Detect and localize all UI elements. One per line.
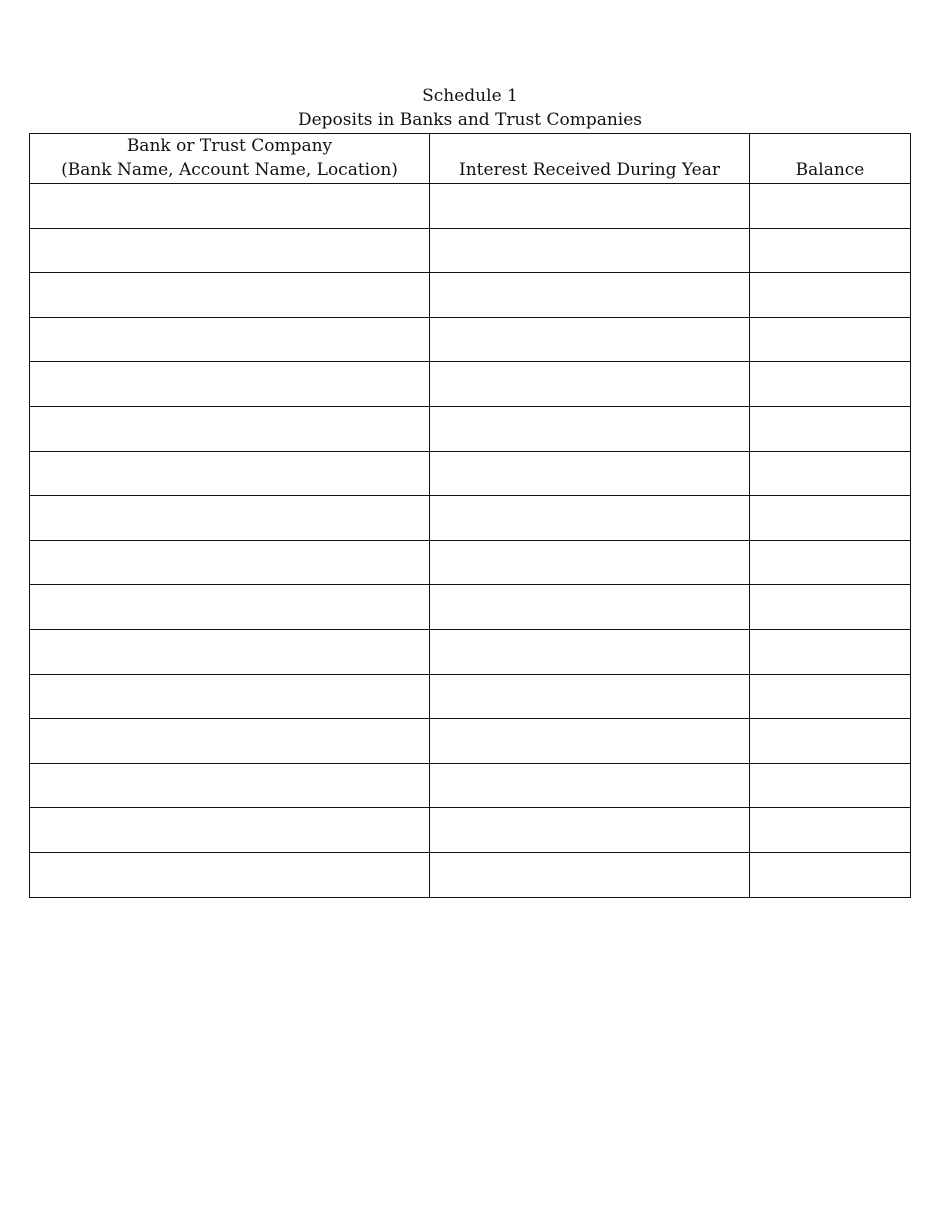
cell-balance[interactable]: [750, 317, 911, 362]
table-row: [30, 317, 911, 362]
table-row: [30, 629, 911, 674]
table-row: [30, 451, 911, 496]
column-header-interest: Interest Received During Year: [430, 134, 750, 184]
column-header-bank-line2: (Bank Name, Account Name, Location): [61, 160, 398, 180]
cell-bank[interactable]: [30, 674, 430, 719]
cell-interest[interactable]: [430, 496, 750, 541]
table-header-row: [30, 134, 911, 184]
cell-interest[interactable]: [430, 228, 750, 273]
cell-balance[interactable]: [750, 585, 911, 630]
cell-interest[interactable]: [430, 451, 750, 496]
cell-bank[interactable]: [30, 406, 430, 451]
page-title: Deposits in Banks and Trust Companies: [297, 110, 643, 130]
cell-bank[interactable]: [30, 585, 430, 630]
cell-balance[interactable]: [750, 719, 911, 764]
cell-balance[interactable]: [750, 451, 911, 496]
cell-balance[interactable]: [750, 406, 911, 451]
cell-interest[interactable]: [430, 674, 750, 719]
cell-balance[interactable]: [750, 496, 911, 541]
cell-balance[interactable]: [750, 540, 911, 585]
schedule-header: [0, 84, 940, 132]
cell-balance[interactable]: [750, 852, 911, 897]
cell-balance[interactable]: [750, 184, 911, 229]
cell-balance[interactable]: [750, 362, 911, 407]
table-row: [30, 808, 911, 853]
cell-bank[interactable]: [30, 629, 430, 674]
table-row: [30, 719, 911, 764]
cell-interest[interactable]: [430, 763, 750, 808]
cell-bank[interactable]: [30, 808, 430, 853]
table-body: [30, 184, 911, 898]
column-header-balance: Balance: [750, 134, 911, 184]
table-row: [30, 852, 911, 897]
deposits-table: [29, 133, 911, 898]
cell-balance[interactable]: [750, 273, 911, 318]
table-row: [30, 674, 911, 719]
cell-bank[interactable]: [30, 852, 430, 897]
table-row: [30, 184, 911, 229]
cell-interest[interactable]: [430, 406, 750, 451]
cell-interest[interactable]: [430, 317, 750, 362]
cell-bank[interactable]: [30, 496, 430, 541]
cell-interest[interactable]: [430, 629, 750, 674]
table-row: [30, 585, 911, 630]
cell-bank[interactable]: [30, 228, 430, 273]
table-row: [30, 540, 911, 585]
cell-bank[interactable]: [30, 317, 430, 362]
cell-interest[interactable]: [430, 852, 750, 897]
table-row: [30, 496, 911, 541]
cell-bank[interactable]: [30, 719, 430, 764]
table-row: [30, 273, 911, 318]
table-row: [30, 228, 911, 273]
cell-bank[interactable]: [30, 451, 430, 496]
table-row: [30, 763, 911, 808]
column-header-bank: [30, 134, 430, 184]
cell-interest[interactable]: [430, 184, 750, 229]
cell-bank[interactable]: [30, 763, 430, 808]
cell-bank[interactable]: [30, 273, 430, 318]
cell-bank[interactable]: [30, 540, 430, 585]
schedule-label: Schedule 1: [422, 86, 518, 106]
cell-bank[interactable]: [30, 362, 430, 407]
cell-interest[interactable]: [430, 540, 750, 585]
cell-interest[interactable]: [430, 719, 750, 764]
cell-balance[interactable]: [750, 763, 911, 808]
cell-interest[interactable]: [430, 273, 750, 318]
cell-bank[interactable]: [30, 184, 430, 229]
cell-interest[interactable]: [430, 808, 750, 853]
cell-interest[interactable]: [430, 585, 750, 630]
cell-interest[interactable]: [430, 362, 750, 407]
table-row: [30, 362, 911, 407]
cell-balance[interactable]: [750, 629, 911, 674]
cell-balance[interactable]: [750, 674, 911, 719]
column-header-bank-line1: Bank or Trust Company: [126, 136, 333, 156]
table-row: [30, 406, 911, 451]
cell-balance[interactable]: [750, 228, 911, 273]
cell-balance[interactable]: [750, 808, 911, 853]
